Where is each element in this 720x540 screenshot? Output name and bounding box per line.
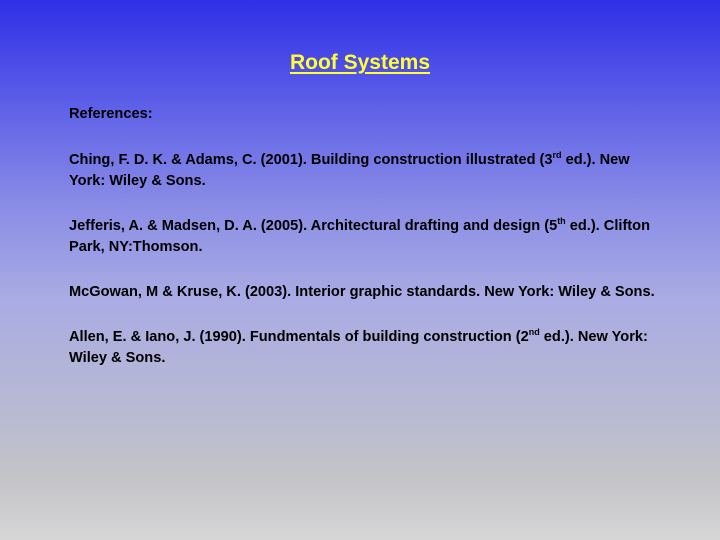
reference-superscript: th bbox=[557, 216, 566, 227]
reference-text-end: ed.). Clifton Park, NY:Thomson. bbox=[69, 218, 650, 255]
reference-text-end: ed.). New York: Wiley & Sons. bbox=[69, 329, 648, 366]
slide-title: Roof Systems bbox=[289, 51, 431, 74]
reference-superscript: rd bbox=[552, 150, 562, 161]
reference-item bbox=[69, 150, 669, 192]
reference-item bbox=[69, 216, 669, 258]
references-heading: References: bbox=[69, 106, 153, 122]
reference-item bbox=[69, 282, 669, 303]
reference-item bbox=[69, 327, 669, 369]
reference-superscript: nd bbox=[528, 327, 540, 338]
reference-text-end: ed.). New York: Wiley & Sons. bbox=[69, 152, 630, 189]
reference-text: McGowan, M & Kruse, K. (2003). Interior graphic standards. New York: Wiley & Sons. bbox=[69, 284, 655, 300]
slide-content bbox=[69, 104, 669, 393]
reference-text: Allen, E. & Iano, J. (1990). Fundmentals of building construction (2 bbox=[69, 329, 529, 345]
reference-text: Ching, F. D. K. & Adams, C. (2001). Building construction illustrated (3 bbox=[69, 152, 553, 168]
reference-text: Jefferis, A. & Madsen, D. A. (2005). Architectural drafting and design (5 bbox=[69, 218, 558, 234]
